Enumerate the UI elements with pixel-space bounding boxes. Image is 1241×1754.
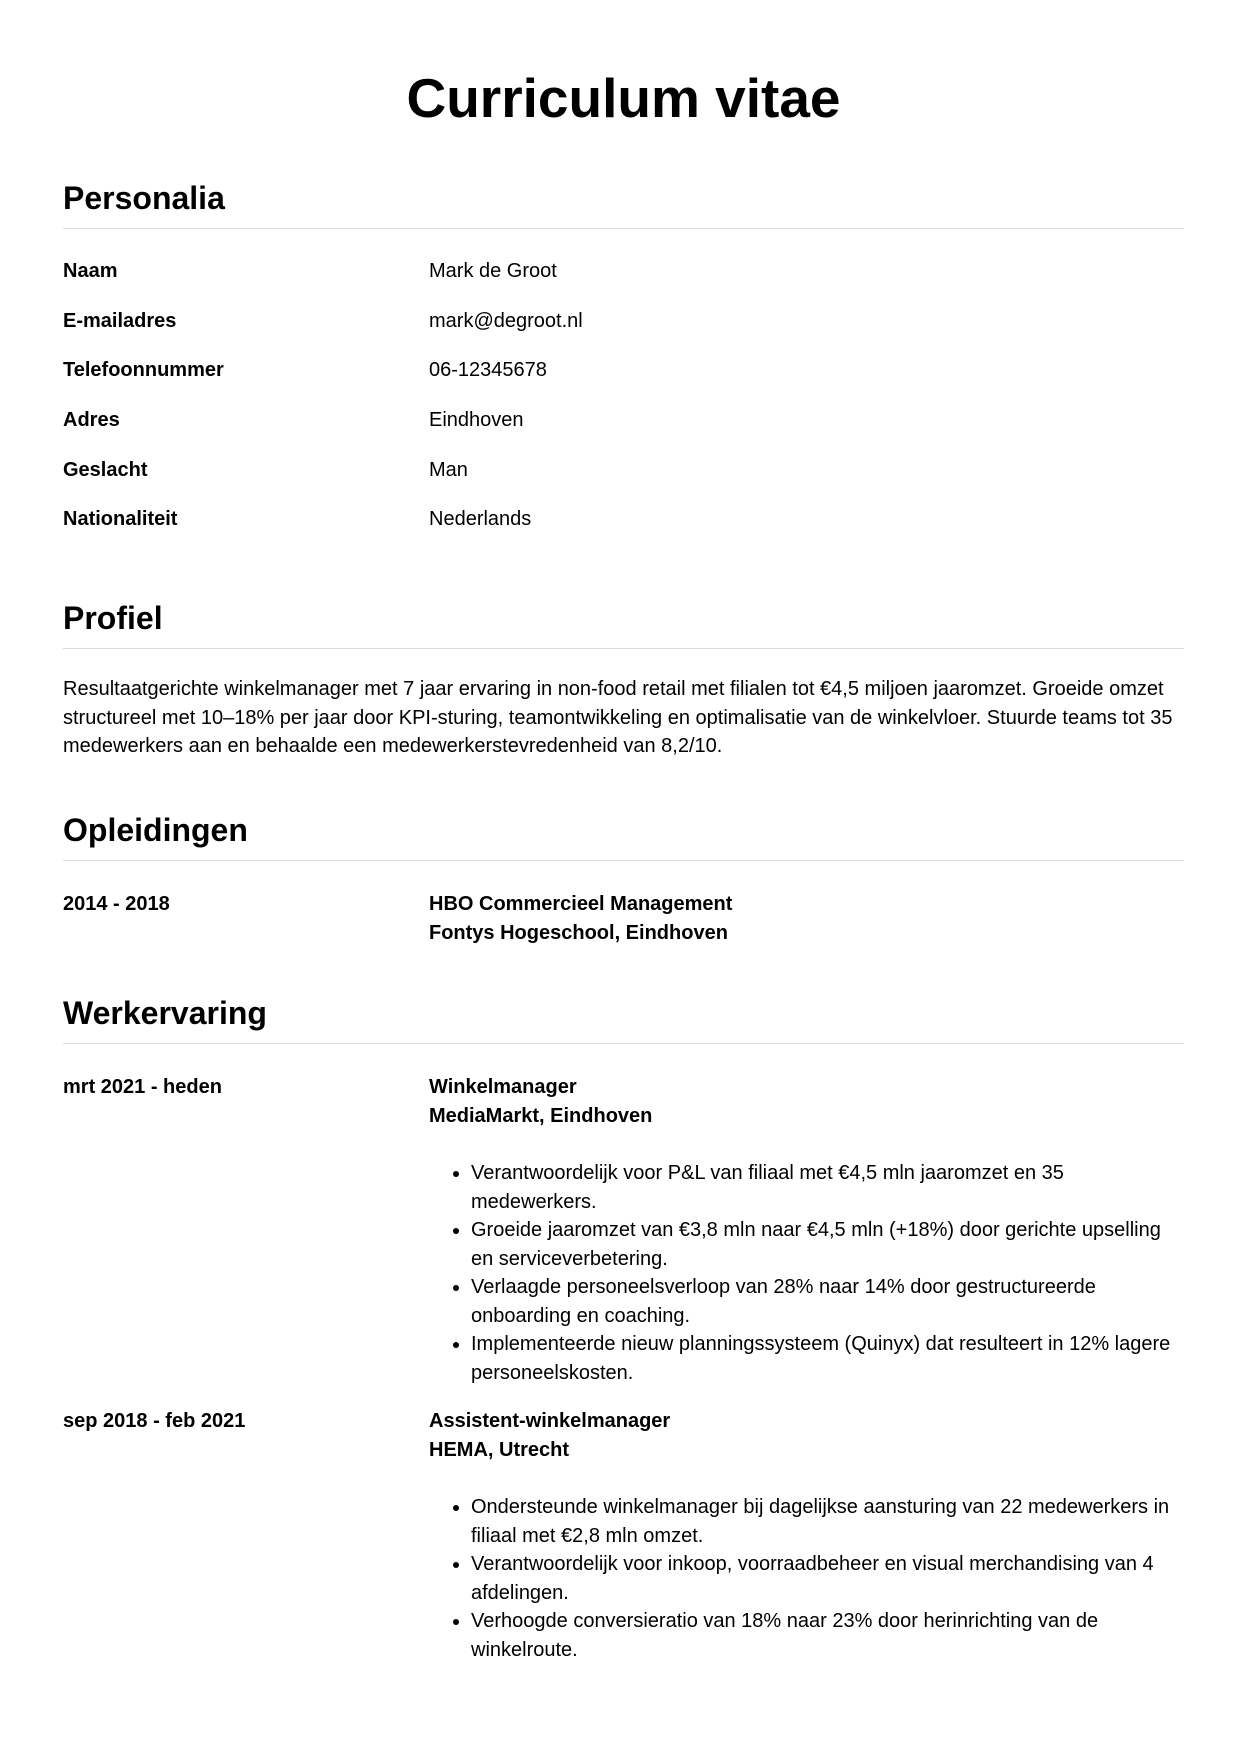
work-achievement: • Verhoogde conversieratio van 18% naar 23% door herinrichting van de winkelroute. (471, 1607, 1184, 1664)
section-heading-profiel: Profiel (63, 598, 1184, 649)
personalia-value: 06-12345678 (429, 359, 547, 382)
education-entry (63, 890, 1184, 947)
personalia-label: Telefoonnummer (63, 359, 224, 382)
personalia-label: Naam (63, 260, 118, 282)
work-achievements-list (429, 1159, 1184, 1387)
work-achievement: • Implementeerde nieuw planningssysteem (Quinyx) dat resulteert in 12% lagere personeelskosten. (471, 1330, 1184, 1387)
work-entry (63, 1407, 1184, 1664)
personalia-label: Nationaliteit (63, 508, 178, 531)
personalia-row-adres (63, 406, 1184, 456)
education-institution: Fontys Hogeschool, Eindhoven (429, 921, 728, 944)
personalia-value: mark@degroot.nl (429, 309, 583, 332)
profile-summary: Resultaatgerichte winkelmanager met 7 jaar ervaring in non-food retail met filialen tot €4,5 miljoen jaaromzet. Groeide omzet structureel met 10–18% per jaar door KPI-sturing, teamontwikkeling en optimalisatie van de winkelvloer. Stuurde teams tot 35 medewerkers aan en behaalde een medewerkerstevredenheid van 8,2/10. (63, 678, 1173, 757)
section-profiel (63, 598, 1184, 761)
personalia-value: Eindhoven (429, 409, 524, 432)
work-achievement: • Ondersteunde winkelmanager bij dagelijkse aansturing van 22 medewerkers in filiaal met €2,8 mln omzet. (471, 1493, 1184, 1550)
document-title: Curriculum vitae (406, 67, 841, 129)
personalia-label: Geslacht (63, 458, 148, 481)
education-title: HBO Commercieel Management (429, 893, 733, 915)
personalia-list (63, 257, 1184, 555)
work-achievement: • Verlaagde personeelsverloop van 28% naar 14% door gestructureerde onboarding en coaching. (471, 1273, 1184, 1330)
work-detail (429, 1407, 1184, 1664)
personalia-row-naam (63, 257, 1184, 307)
personalia-row-geslacht (63, 456, 1184, 506)
personalia-row-nationaliteit (63, 505, 1184, 555)
work-achievement: • Groeide jaaromzet van €3,8 mln naar €4,5 mln (+18%) door gerichte upselling en serviceverbetering. (471, 1216, 1184, 1273)
work-achievements-list (429, 1493, 1184, 1664)
work-title: Winkelmanager (429, 1076, 577, 1098)
personalia-row-telefoon (63, 356, 1184, 406)
personalia-value: Nederlands (429, 508, 532, 531)
personalia-value: Mark de Groot (429, 260, 557, 282)
work-period: mrt 2021 - heden (63, 1076, 222, 1098)
education-detail (429, 890, 1184, 947)
personalia-label: Adres (63, 409, 120, 432)
section-personalia (63, 178, 1184, 555)
section-werkervaring (63, 993, 1184, 1664)
section-heading-personalia: Personalia (63, 178, 1184, 229)
personalia-label: E-mailadres (63, 309, 177, 332)
section-heading-werkervaring: Werkervaring (63, 993, 1184, 1044)
personalia-value: Man (429, 458, 468, 481)
work-title: Assistent-winkelmanager (429, 1410, 671, 1432)
section-heading-opleidingen: Opleidingen (63, 810, 1184, 861)
work-entry (63, 1073, 1184, 1387)
work-achievement: • Verantwoordelijk voor P&L van filiaal met €4,5 mln jaaromzet en 35 medewerkers. (471, 1159, 1184, 1216)
work-employer: HEMA, Utrecht (429, 1438, 570, 1461)
work-achievement: • Verantwoordelijk voor inkoop, voorraadbeheer en visual merchandising van 4 afdelingen. (471, 1550, 1184, 1607)
section-opleidingen (63, 810, 1184, 947)
education-period: 2014 - 2018 (63, 893, 170, 915)
work-period: sep 2018 - feb 2021 (63, 1410, 246, 1432)
work-employer: MediaMarkt, Eindhoven (429, 1104, 653, 1127)
personalia-row-email (63, 307, 1184, 357)
work-detail (429, 1073, 1184, 1387)
